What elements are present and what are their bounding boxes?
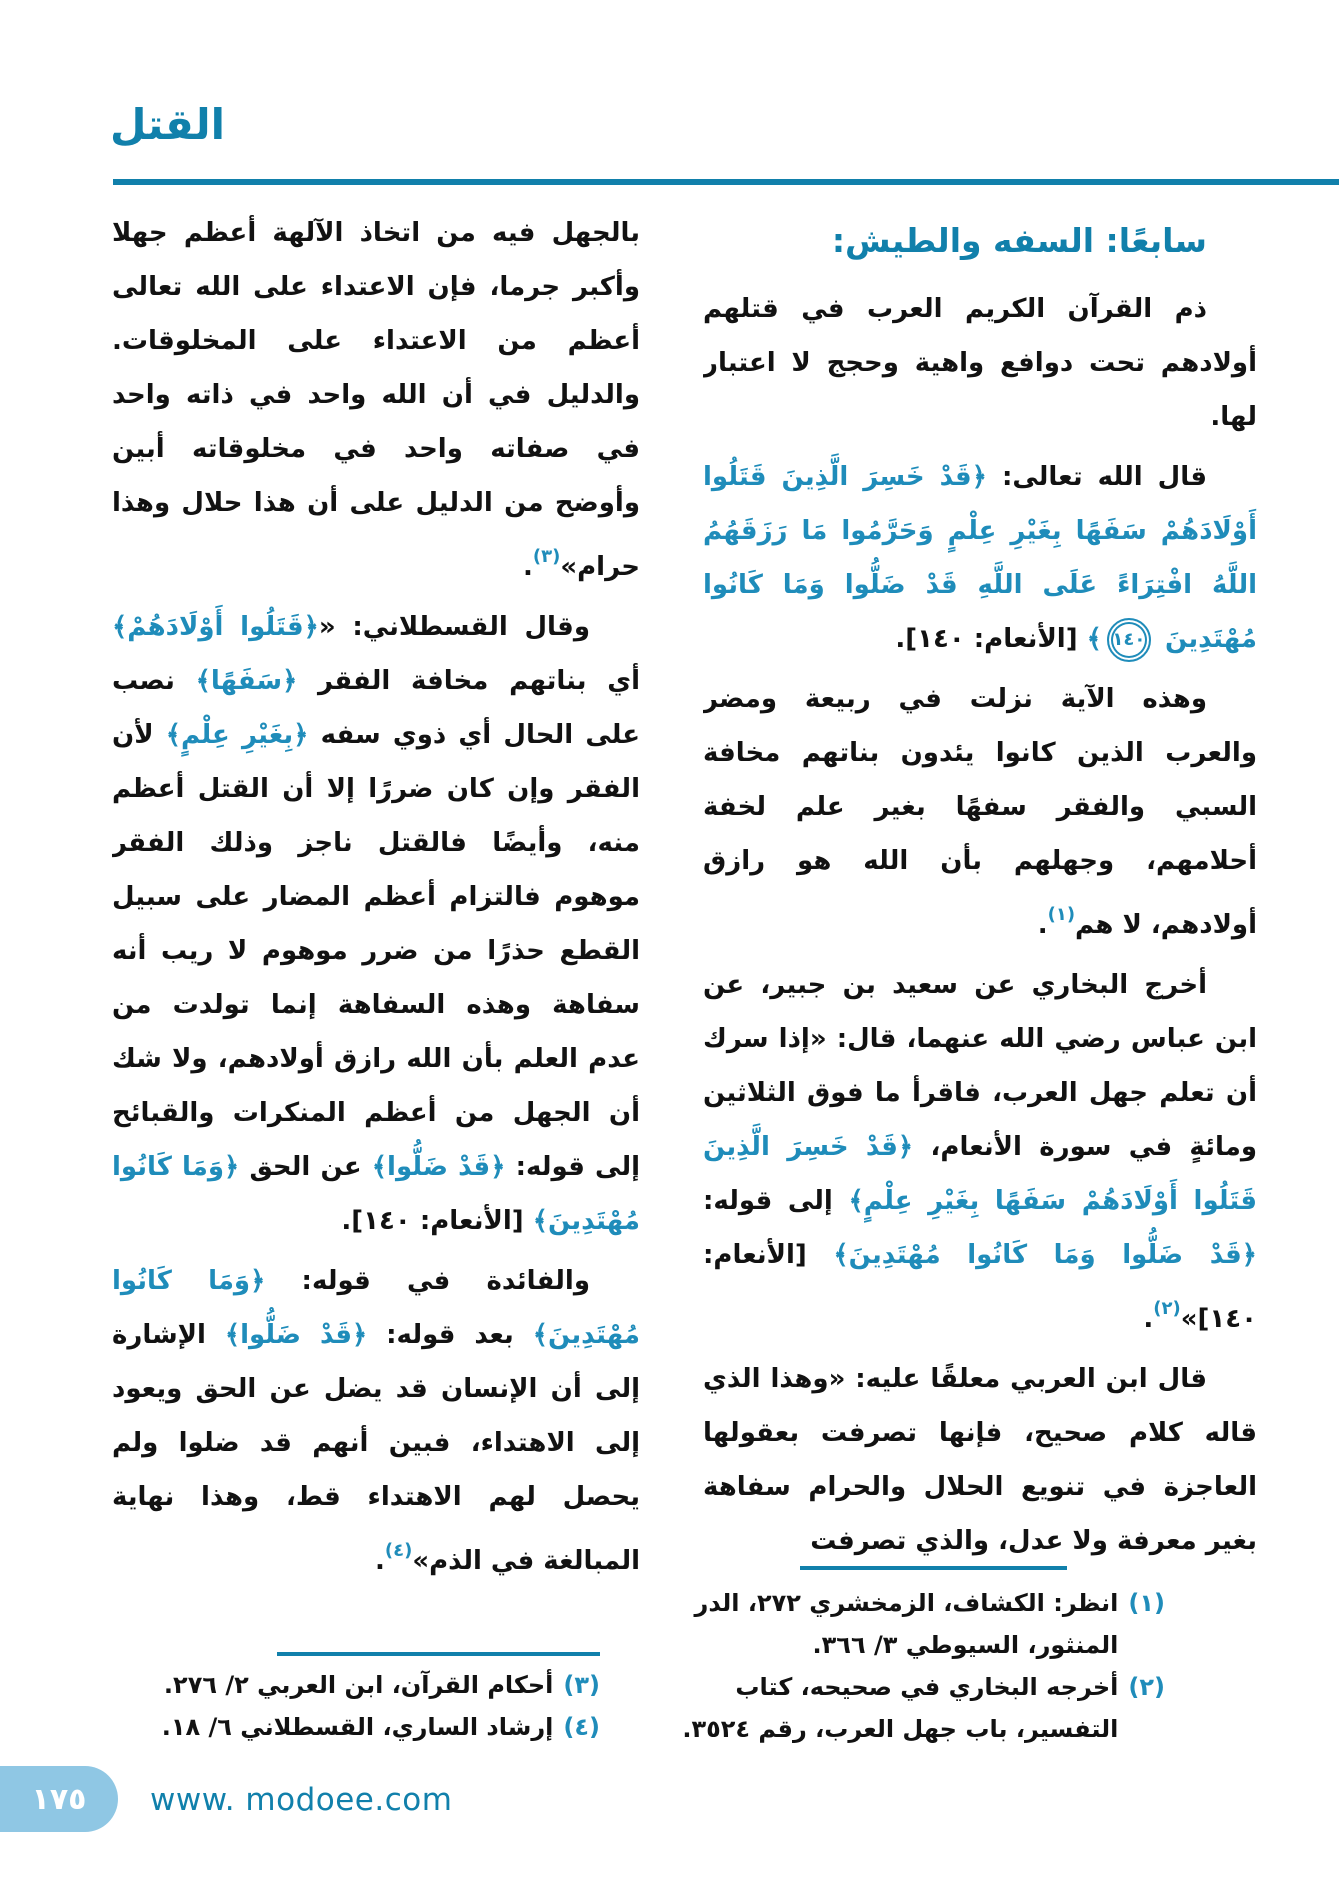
benefit-text-2: بعد قوله:	[367, 1320, 533, 1350]
page-number: ١٧٥	[31, 1781, 87, 1817]
hadith-tail: .	[1143, 1304, 1154, 1335]
hadith-text-1: أخرج البخاري عن سعيد بن جبير، عن ابن عباس رضي الله عنهما، قال: «إذا سرك أن تعلم جهل العرب، فاقرأ ما فوق الثلاثين ومائةٍ في سورة الأنعام،	[703, 970, 1257, 1163]
column-right	[703, 206, 1257, 1562]
footnote-text: إرشاد الساري، القسطلاني ٦/ ١٨.	[161, 1713, 554, 1741]
footnote-text: أحكام القرآن، ابن العربي ٢/ ٢٧٦.	[163, 1671, 554, 1699]
revelation-tail: .	[1037, 910, 1048, 941]
quran-quote-5: ﴿بِغَيْرِ عِلْمٍ﴾	[165, 720, 309, 750]
quran-quote-7: ﴿وَمَا كَانُوا مُهْتَدِينَ﴾	[112, 1152, 640, 1236]
footnote-row	[650, 1666, 1165, 1750]
footnote-row	[650, 1582, 1165, 1666]
verse-lead-text: قال الله تعالى:	[986, 462, 1207, 493]
qastallani-text-4: لأن الفقر وإن كان ضررًا إلا أن القتل أعظم منه، وأيضًا فالقتل ناجز وذلك الفقر موهوم فالتزام أعظم المضار على سبيل القطع حذرًا من ضرر موهوم لا ريب أنه سفاهة وهذه السفاهة إنما تولدت من عدم العلم بأن الله رازق أولادهم، ولا شك أن الجهل من أعظم المنكرات والقبائح إلى قوله:	[112, 720, 640, 1182]
quran-quote-3: ﴿قَتَلُوا أَوْلَادَهُمْ﴾	[112, 612, 319, 642]
footnote-number: (١)	[1128, 1589, 1165, 1617]
footnote-row	[112, 1664, 600, 1706]
quran-quote-1: ﴿قَدْ خَسِرَ الَّذِينَ قَتَلُوا أَوْلَادَهُمْ سَفَهًا بِغَيْرِ عِلْمٍ﴾	[703, 1132, 1257, 1217]
section-heading: سابعًا: السفه والطيش:	[831, 221, 1207, 260]
paragraph-revelation	[703, 672, 1257, 952]
page-number-badge	[0, 1766, 118, 1832]
paragraph-continuation	[112, 206, 640, 594]
footnote-marker-2: (٢)	[1153, 1298, 1181, 1320]
paragraph-ibn-arabi: قال ابن العربي معلقًا عليه: «وهذا الذي قاله كلام صحيح، فإنها تصرفت بعقولها العاجزة في تنويع الحلال والحرام سفاهة بغير معرفة ولا عدل، والذي تصرفت	[703, 1364, 1257, 1557]
quran-quote-8: ﴿وَمَا كَانُوا مُهْتَدِينَ﴾	[112, 1266, 640, 1350]
paragraph-verse	[703, 450, 1257, 666]
revelation-text: وهذه الآية نزلت في ربيعة ومضر والعرب الذين كانوا يئدون بناتهم مخافة السبي والفقر سفهًا بغير علم لخفة أحلامهم، وجهلهم بأن الله هو رازق أولادهم، لا هم	[703, 684, 1257, 941]
footnote-separator-left	[277, 1652, 600, 1656]
quran-quote-4: ﴿سَفَهًا﴾	[195, 666, 298, 696]
header-rule	[113, 179, 1339, 185]
website-link[interactable]: www. modoee.com	[150, 1782, 453, 1818]
qastallani-text-5: عن الحق	[239, 1152, 372, 1182]
footnote-number: (٤)	[563, 1713, 600, 1741]
chapter-title: القتل	[110, 100, 226, 149]
paragraph-intro: ذم القرآن الكريم العرب في قتلهم أولادهم تحت دوافع واهية وحجج لا اعتبار لها.	[703, 294, 1257, 433]
footnote-row	[112, 1706, 600, 1748]
hadith-reference: [الأنعام: ١٤٠]»	[703, 1240, 1257, 1335]
paragraph-qastallani	[112, 600, 640, 1248]
quran-quote-9: ﴿قَدْ ضَلُّوا﴾	[224, 1320, 368, 1350]
quran-verse-text: ﴿قَدْ خَسِرَ الَّذِينَ قَتَلُوا أَوْلَادَهُمْ سَفَهًا بِغَيْرِ عِلْمٍ وَحَرَّمُوا مَا رَزَقَهُمُ اللَّهُ افْتِرَاءً عَلَى اللَّهِ قَدْ ضَلُّوا وَمَا كَانُوا مُهْتَدِينَ	[703, 462, 1257, 655]
qastallani-text-1: وقال القسطلاني: «	[318, 612, 590, 642]
footnote-marker-3: (٣)	[532, 546, 561, 567]
ayah-number-medallion: ١٤٠	[1107, 618, 1151, 662]
qastallani-text-3: نصب على الحال أي ذوي سفه	[112, 666, 640, 750]
column-left	[112, 206, 640, 1648]
qastallani-text-2: أي بناتهم مخافة الفقر	[297, 666, 640, 696]
footnote-number: (٣)	[563, 1671, 600, 1699]
benefit-text-3: الإشارة إلى أن الإنسان قد يضل عن الحق ويعود إلى الاهتداء، فبين أنهم قد ضلوا ولم يحصل لهم الاهتداء قط، وهذا نهاية المبالغة في الذم»	[112, 1320, 640, 1576]
verse-reference: [الأنعام: ١٤٠].	[895, 624, 1087, 655]
hadith-text-2: إلى قوله:	[703, 1186, 849, 1217]
paragraph-benefit	[112, 1254, 640, 1588]
benefit-tail: .	[374, 1546, 385, 1576]
qastallani-reference: [الأنعام: ١٤٠].	[341, 1206, 533, 1236]
continuation-text: بالجهل فيه من اتخاذ الآلهة أعظم جهلا وأكبر جرما، فإن الاعتداء على الله تعالى أعظم من الاعتداء على المخلوقات. والدليل في أن الله واحد في ذاته واحد في صفاته واحد في مخلوقاته أبين وأوضح من الدليل على أن هذا حلال وهذا حرام»	[112, 218, 640, 582]
quran-quote-2: ﴿قَدْ ضَلُّوا وَمَا كَانُوا مُهْتَدِينَ﴾	[833, 1240, 1257, 1271]
quran-closing-bracket: ﴾	[1086, 624, 1102, 655]
benefit-text-1: والفائدة في قوله:	[265, 1266, 590, 1296]
footnote-text: انظر: الكشاف، الزمخشري ٢٧٢، الدر المنثور، السيوطي ٣/ ٣٦٦.	[694, 1589, 1119, 1659]
footnote-marker-1: (١)	[1047, 904, 1076, 926]
footnotes-right	[650, 1582, 1165, 1750]
footnote-number: (٢)	[1128, 1673, 1165, 1701]
footnote-separator-right	[800, 1566, 1067, 1570]
quran-quote-6: ﴿قَدْ ضَلُّوا﴾	[371, 1152, 506, 1182]
paragraph-hadith	[703, 958, 1257, 1346]
footnote-marker-4: (٤)	[384, 1540, 413, 1561]
continuation-tail: .	[522, 552, 533, 582]
footnote-text: أخرجه البخاري في صحيحه، كتاب التفسير، باب جهل العرب، رقم ٣٥٢٤.	[682, 1673, 1119, 1743]
footnotes-left	[112, 1664, 600, 1748]
